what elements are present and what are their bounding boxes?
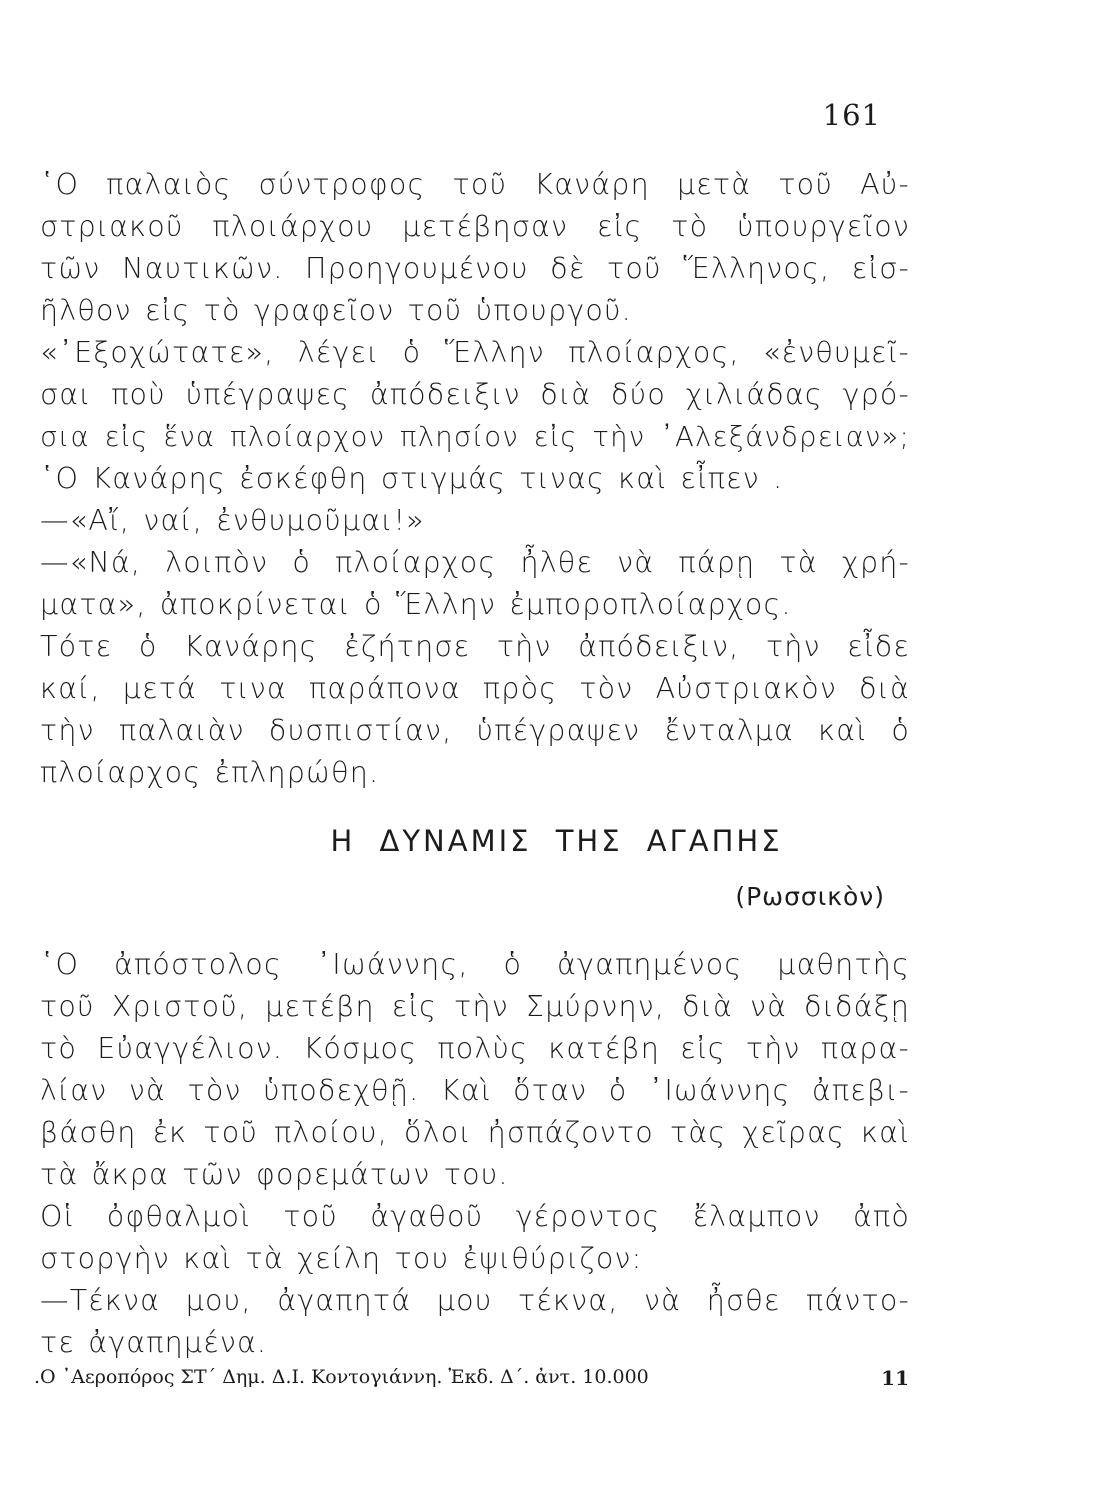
text-line: ῆλθον εἰς τὸ γραφεῖον τοῦ ὑπουργοῦ. — [40, 294, 632, 327]
signature-mark: 11 — [881, 1366, 909, 1390]
story-text-love — [40, 944, 910, 1364]
story-text-kanaris — [40, 164, 910, 794]
section-title: Η ΔΥΝΑΜΙΣ ΤΗΣ ΑΓΑΠΗΣ — [330, 824, 783, 858]
text-line: ματα», ἀποκρίνεται ὁ Ἕλλην ἐμποροπλοίαρχος. — [40, 588, 792, 621]
text-line: τε ἀγαπημένα. — [40, 1326, 268, 1359]
text-line: τὴν παλαιὰν δυσπιστίαν, ὑπέγραψεν ἔνταλμα καὶ ὁ — [40, 714, 910, 747]
text-line: Τότε ὁ Κανάρης ἐζήτησε τὴν ἀπόδειξιν, τὴν εἶδε — [40, 630, 910, 663]
text-line: —Τέκνα μου, ἀγαπητά μου τέκνα, νὰ ἦσθε πάντο- — [40, 1284, 910, 1317]
text-line: ῾Ο Κανάρης ἐσκέφθη στιγμάς τινας καὶ εἶπεν . — [40, 462, 784, 495]
text-line: τοῦ Χριστοῦ, μετέβη εἰς τὴν Σμύρνην, διὰ νὰ διδάξῃ — [40, 990, 910, 1023]
printer-imprint: .Ο ᾿Αεροπόρος ΣΤ΄ Δημ. Δ.Ι. Κοντογιάννη. Ἐκδ. Δ΄. ἀντ. 10.000 — [34, 1366, 649, 1388]
text-line: —«Νά, λοιπὸν ὁ πλοίαρχος ἦλθε νὰ πάρῃ τὰ χρή- — [40, 546, 910, 579]
text-line: πλοίαρχος ἐπληρώθη. — [40, 756, 380, 789]
text-line: καί, μετά τινα παράπονα πρὸς τὸν Αὐστριακὸν διὰ — [40, 672, 910, 705]
text-line: βάσθη ἐκ τοῦ πλοίου, ὅλοι ἠσπάζοντο τὰς χεῖρας καὶ — [40, 1116, 910, 1149]
text-line: τὰ ἄκρα τῶν φορεμάτων του. — [40, 1158, 509, 1191]
text-line: σια εἰς ἕνα πλοίαρχον πλησίον εἰς τὴν ᾿Αλεξάνδρειαν»; — [40, 421, 910, 453]
text-line: λίαν νὰ τὸν ὑποδεχθῇ. Καὶ ὅταν ὁ ᾿Ιωάννης ἀπεβι- — [40, 1074, 910, 1107]
text-line: τῶν Ναυτικῶν. Προηγουμένου δὲ τοῦ Ἕλληνος, εἰσ- — [40, 252, 910, 285]
text-line: ῾Ο παλαιὸς σύντροφος τοῦ Κανάρη μετὰ τοῦ Αὐ- — [40, 168, 910, 201]
text-line: σαι ποὺ ὑπέγραψες ἀπόδειξιν διὰ δύο χιλιάδας γρό- — [40, 378, 910, 411]
text-line: στριακοῦ πλοιάρχου μετέβησαν εἰς τὸ ὑπουργεῖον — [40, 210, 910, 243]
text-line: «᾿Εξοχώτατε», λέγει ὁ Ἕλλην πλοίαρχος, «ἐνθυμεῖ- — [40, 336, 910, 369]
text-line: —«Αἴ, ναί, ἐνθυμοῦμαι!» — [40, 504, 425, 537]
text-line: τὸ Εὐαγγέλιον. Κόσμος πολὺς κατέβη εἰς τὴν παρα- — [40, 1032, 910, 1065]
text-line: Οἱ ὀφθαλμοὶ τοῦ ἀγαθοῦ γέροντος ἔλαμπον ἀπὸ — [40, 1200, 910, 1233]
page-number: 161 — [822, 98, 881, 132]
text-line: στοργὴν καὶ τὰ χείλη του ἐψιθύριζον: — [40, 1242, 643, 1275]
text-line: ῾Ο ἀπόστολος ᾿Ιωάννης, ὁ ἀγαπημένος μαθητὴς — [40, 948, 910, 981]
section-subtitle: (Ρωσσικὸν) — [735, 882, 885, 911]
